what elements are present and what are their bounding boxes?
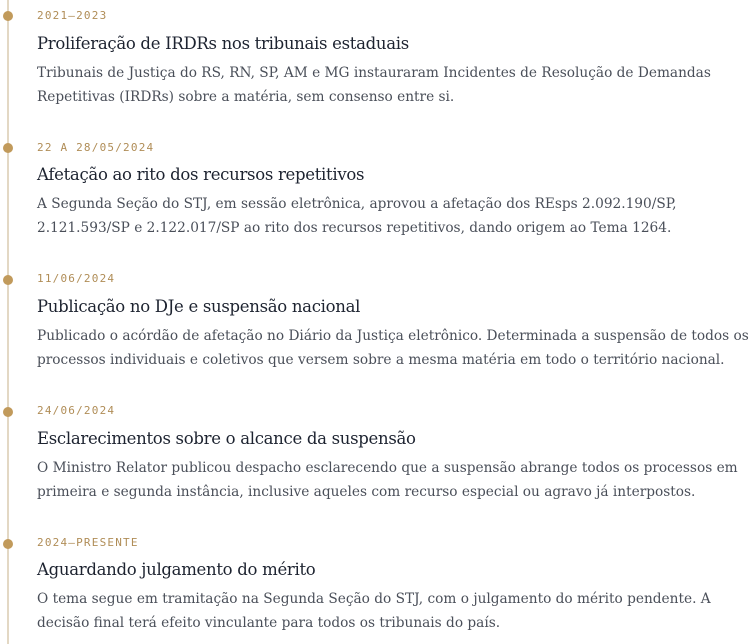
timeline-dot [3,407,13,417]
event-description: A Segunda Seção do STJ, em sessão eletrônica, aprovou a afetação dos REsps 2.092.190/SP, 2.121.593/SP e 2.122.017/SP ao rito dos recursos repetitivos, dando origem ao Tema 1264. [37,196,677,236]
event-date: 22 A 28/05/2024 [37,141,155,154]
event-title: Aguardando julgamento do mérito [37,560,316,579]
event-description: O tema segue em tramitação na Segunda Seção do STJ, com o julgamento do mérito pendente. A decisão final terá efeito vinculante para todos os tribunais do país. [37,591,711,631]
timeline-dot [3,143,13,153]
event-title: Esclarecimentos sobre o alcance da suspensão [37,429,416,448]
event-date: 24/06/2024 [37,404,116,417]
event-date: 11/06/2024 [37,272,116,285]
event-title: Afetação ao rito dos recursos repetitivos [37,165,365,184]
timeline-dot [3,539,13,549]
event-title: Publicação no DJe e suspensão nacional [37,297,361,316]
event-description: Publicado o acórdão de afetação no Diário da Justiça eletrônico. Determinada a suspensão de todos os processos individuais e coletivos que versem sobre a mesma matéria em todo o território nacional. [37,328,749,368]
event-date: 2024–PRESENTE [37,536,139,549]
event-description: Tribunais de Justiça do RS, RN, SP, AM e MG instauraram Incidentes de Resolução de Demandas Repetitivas (IRDRs) sobre a matéria, sem consenso entre si. [37,65,711,105]
event-description: O Ministro Relator publicou despacho esclarecendo que a suspensão abrange todos os processos em primeira e segunda instância, inclusive aqueles com recurso especial ou agravo já interpostos. [37,460,738,500]
timeline-dot [3,275,13,285]
event-title: Proliferação de IRDRs nos tribunais estaduais [37,34,409,53]
timeline-dot [3,11,13,21]
event-date: 2021–2023 [37,9,108,22]
